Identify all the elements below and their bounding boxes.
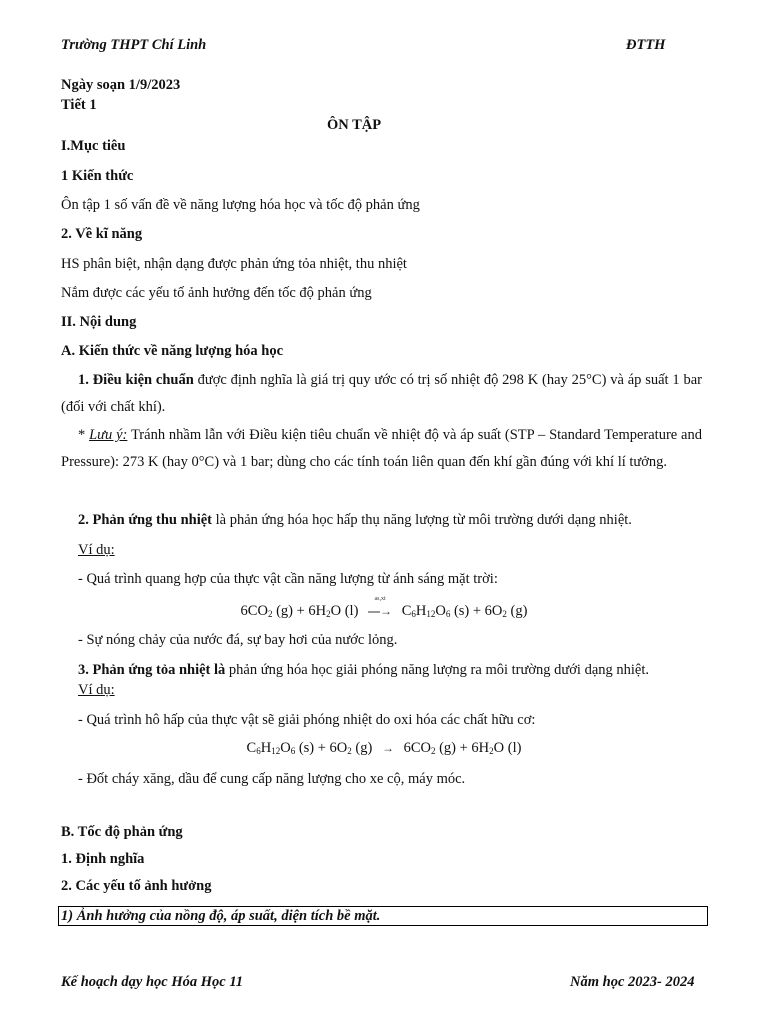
heading-A: A. Kiến thức về năng lượng hóa học	[61, 343, 284, 359]
note-label: Lưu ý:	[89, 427, 128, 443]
heading-kien-thuc: 1 Kiến thức	[61, 168, 134, 184]
heading-dinh-nghia: 1. Định nghĩa	[61, 851, 145, 867]
heading-yeu-to: 2. Các yếu tố ảnh hưởng	[61, 878, 212, 894]
reaction-arrow-icon: as,xt ⎯⎯→	[368, 596, 393, 618]
equation-photosynthesis: $6CO_2$ $(g) + 6H_2O$ (l) as,xt ⎯⎯→ $C_6H_{12}O_6$ $(s) + 6O_2$ (g)	[240, 596, 528, 619]
heading-muc-tieu: I.Mục tiêu	[61, 138, 126, 154]
paragraph-toa-nhiet	[78, 662, 649, 679]
kien-thuc-text: Ôn tập 1 số vấn đề về năng lượng hóa học và tốc độ phản ứng	[61, 197, 420, 213]
example-melting: - Sự nóng chảy của nước đá, sự bay hơi của nước lỏng.	[78, 632, 398, 648]
equation-respiration: $C_6H_{12}O_6$ $(s) + 6O_2$ $(g) \to 6CO_2$ $(g) + 6H_2O$ (l)	[246, 740, 522, 756]
ki-nang-1: HS phân biệt, nhận dạng được phản ứng tỏa nhiệt, thu nhiệt	[61, 256, 407, 272]
definition-text: được định nghĩa là giá trị quy ước có trị số nhiệt độ 298 K (hay 25°C) và áp suất 1 bar (đối với chất khí).	[61, 372, 702, 415]
example-combustion: - Đốt cháy xăng, dầu để cung cấp năng lượng cho xe cộ, máy móc.	[78, 771, 466, 787]
page-title: ÔN TẬP	[327, 117, 382, 133]
note-text: Tránh nhầm lẫn với Điều kiện tiêu chuẩn về nhiệt độ và áp suất (STP – Standard Temperature and Pressure): 273 K (hay 0°C) và 1 bar; dùng cho các tính toán liên quan đến khí gần đúng với khí lí tưởng.	[61, 427, 702, 470]
term-thu-nhiet: 2. Phản ứng thu nhiệt	[78, 512, 213, 528]
header-dept: ĐTTH	[626, 37, 666, 53]
heading-noi-dung: II. Nội dung	[61, 314, 137, 330]
paragraph-note	[61, 422, 702, 476]
note-star: *	[78, 427, 90, 443]
period: Tiết 1	[61, 97, 97, 113]
footer-left: Kế hoạch dạy học Hóa Học 11	[61, 974, 244, 990]
example-photosynthesis: - Quá trình quang hợp của thực vật cần năng lượng từ ánh sáng mặt trời:	[78, 571, 498, 587]
term-dieu-kien-chuan: 1. Điều kiện chuẩn	[78, 372, 194, 388]
boxed-heading: 1) Ảnh hưởng của nồng độ, áp suất, diện tích bề mặt.	[58, 906, 708, 926]
footer-right: Năm học 2023- 2024	[570, 974, 695, 990]
heading-B: B. Tốc độ phản ứng	[61, 824, 183, 840]
reaction-arrow-icon: →	[381, 741, 394, 755]
heading-ki-nang: 2. Về kĩ năng	[61, 226, 143, 242]
toa-nhiet-text: phản ứng hóa học giải phóng năng lượng ra môi trường dưới dạng nhiệt.	[225, 662, 649, 678]
header-school: Trường THPT Chí Linh	[61, 37, 207, 53]
term-toa-nhiet: 3. Phản ứng tỏa nhiệt là	[78, 662, 226, 678]
example-label-2: Ví dụ:	[78, 682, 115, 698]
example-respiration: - Quá trình hô hấp của thực vật sẽ giải phóng nhiệt do oxi hóa các chất hữu cơ:	[78, 712, 536, 728]
paragraph-thu-nhiet	[78, 512, 632, 529]
date: Ngày soạn 1/9/2023	[61, 77, 181, 93]
ki-nang-2: Nắm được các yếu tố ảnh hưởng đến tốc độ phản ứng	[61, 285, 372, 301]
paragraph-dieu-kien-chuan	[61, 367, 702, 421]
thu-nhiet-text: là phản ứng hóa học hấp thụ năng lượng từ môi trường dưới dạng nhiệt.	[212, 512, 632, 528]
example-label-1: Ví dụ:	[78, 542, 115, 558]
